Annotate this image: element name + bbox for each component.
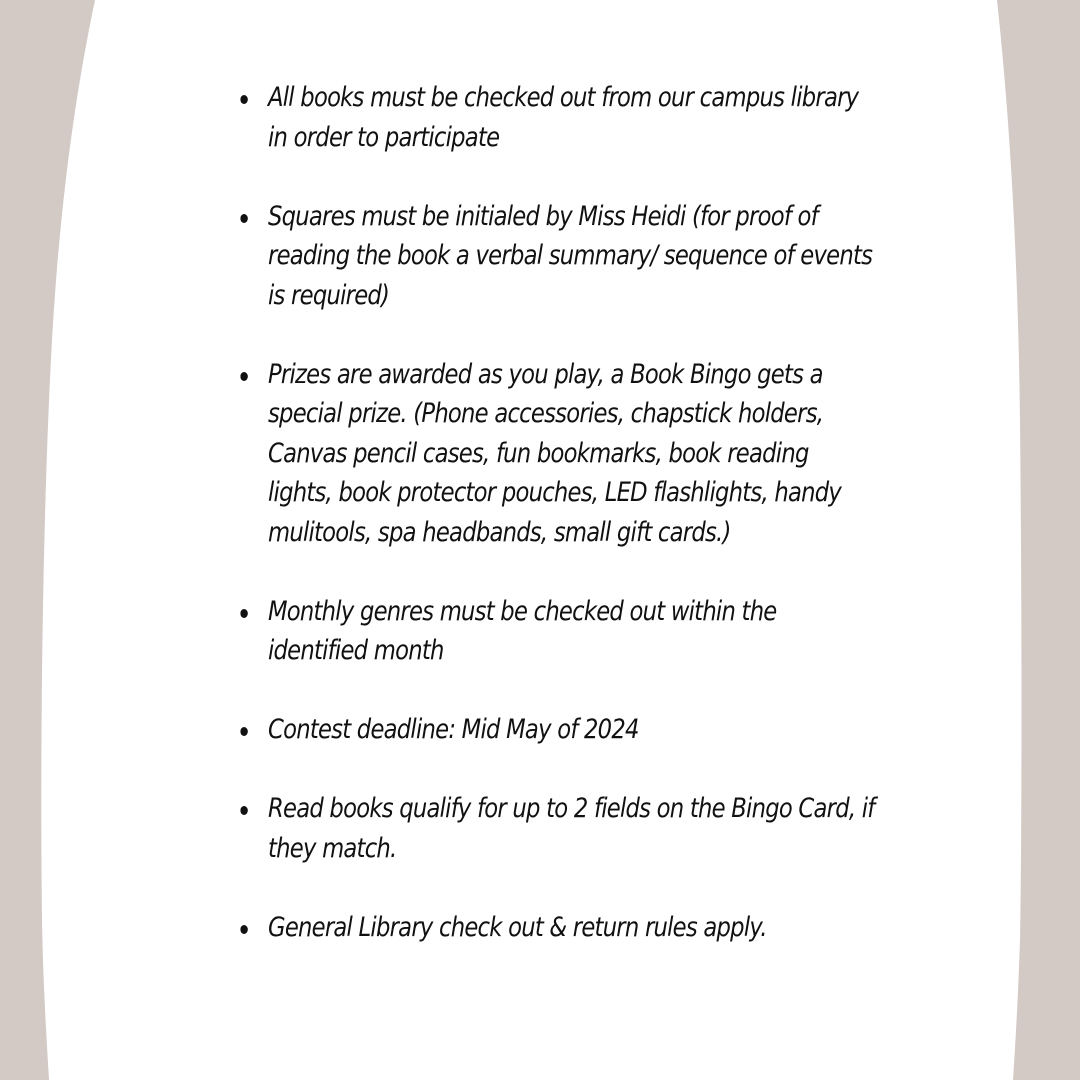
rule-item-initials <box>268 197 878 316</box>
rule-text: Read books qualify for up to 2 fields on the Bingo Card, if they match. <box>268 793 875 864</box>
rule-item-general-rules <box>268 908 878 948</box>
rule-text: Prizes are awarded as you play, a Book Bingo gets a special prize. (Phone accessories, chapstick holders, Canvas pencil cases, fun bookmarks, book reading lights, book protector pouches, LED flashlights, handy mulitools, spa headbands, small gift cards.) <box>268 358 842 548</box>
rule-text: Contest deadline: Mid May of 2024 <box>268 714 639 745</box>
bullet-icon <box>240 806 248 815</box>
bullet-icon <box>240 727 248 736</box>
rules-list <box>268 78 875 947</box>
rule-item-prizes <box>268 355 878 553</box>
rule-item-checkout <box>268 78 878 157</box>
bullet-icon <box>240 609 248 618</box>
bullet-icon <box>240 372 248 381</box>
rule-item-qualify <box>268 789 878 868</box>
bullet-icon <box>240 95 248 104</box>
rule-text: Monthly genres must be checked out within the identified month <box>268 595 777 666</box>
rule-item-deadline <box>268 710 878 750</box>
rule-text: All books must be checked out from our campus library in order to participate <box>268 82 859 153</box>
rule-text: Squares must be initialed by Miss Heidi (for proof of reading the book a verbal summary/ sequence of events is required) <box>268 200 873 311</box>
bullet-icon <box>240 214 248 223</box>
bullet-icon <box>240 925 248 934</box>
rule-item-monthly-genres <box>268 592 878 671</box>
rule-text: General Library check out & return rules apply. <box>268 911 767 943</box>
